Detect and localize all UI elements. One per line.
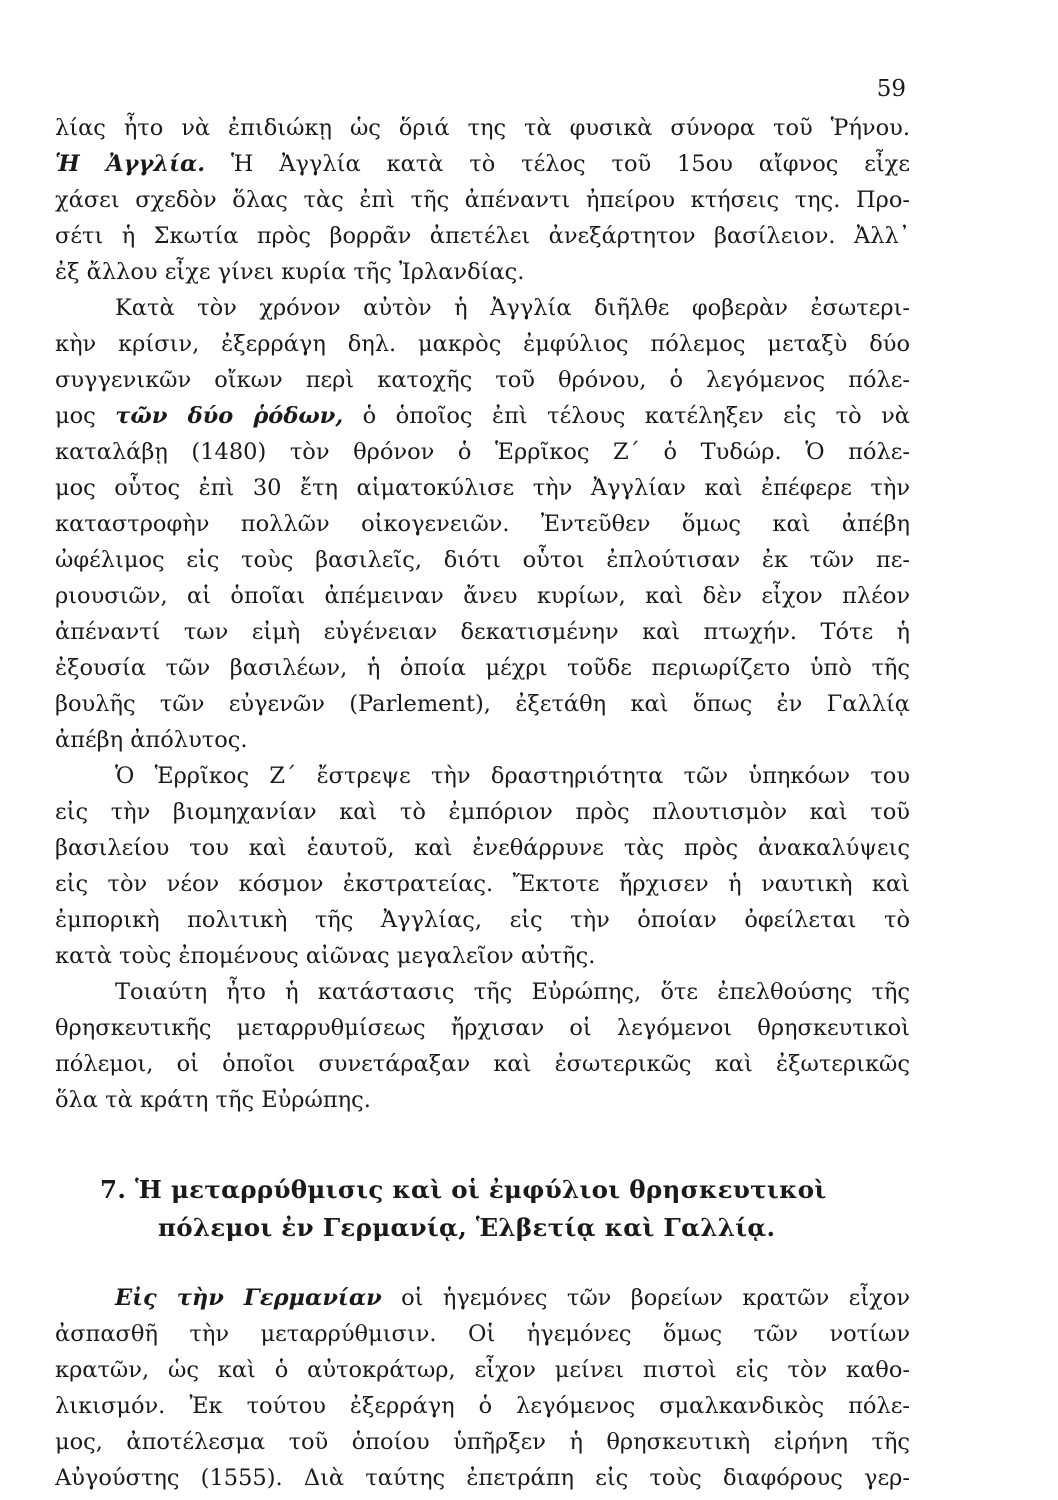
text-line: σέτι ἡ Σκωτία πρὸς βορρᾶν ἀπετέλει ἀνεξάρτητον βασίλειον. Ἀλλ᾽	[55, 223, 910, 249]
text-line: λικισμόν. Ἐκ τούτου ἐξερράγη ὁ λεγόμενος σμαλκανδικὸς πόλε-	[55, 1393, 910, 1419]
text-line: ριουσιῶν, αἱ ὁποῖαι ἀπέμειναν ἄνευ κυρίων, καὶ δὲν εἶχον πλέον	[55, 583, 910, 609]
text-line: μος τῶν δύο ῥόδων, ὁ ὁποῖος ἐπὶ τέλους κατέληξεν εἰς τὸ νὰ	[55, 403, 910, 429]
emphasis-wars-of-roses: τῶν δύο ῥόδων,	[115, 403, 344, 429]
text-line: ὠφέλιμος εἰς τοὺς βασιλεῖς, διότι οὗτοι ἐπλούτισαν ἐκ τῶν πε-	[55, 547, 910, 573]
page-number: 59	[876, 76, 906, 102]
text-line: ἀπέβη ἀπόλυτος.	[55, 727, 248, 753]
text-line: Ὁ Ἑρρῖκος Ζ´ ἔστρεψε τὴν δραστηριότητα τῶν ὑπηκόων του	[115, 763, 910, 789]
text-line: βουλῆς τῶν εὐγενῶν (Parlement), ἐξετάθη καὶ ὅπως ἐν Γαλλίᾳ	[55, 691, 910, 717]
text-line: Κατὰ τὸν χρόνον αὐτὸν ἡ Ἀγγλία διῆλθε φοβερὰν ἐσωτερι-	[115, 295, 910, 321]
text-line: καταλάβῃ (1480) τὸν θρόνον ὁ Ἑρρῖκος Ζ´ ὁ Τυδώρ. Ὁ πόλε-	[55, 439, 910, 465]
text-line: μος οὗτος ἐπὶ 30 ἔτη αἱματοκύλισε τὴν Ἀγγλίαν καὶ ἐπέφερε τὴν	[55, 475, 910, 501]
text-line: ἐμπορικὴ πολιτικὴ τῆς Ἀγγλίας, εἰς τὴν ὁποίαν ὀφείλεται τὸ	[55, 907, 910, 933]
text-line: θρησκευτικῆς μεταρρυθμίσεως ἤρχισαν οἱ λεγόμενοι θρησκευτικοὶ	[55, 1015, 910, 1041]
text-line: εἰς τὸν νέον κόσμον ἐκστρατείας. Ἔκτοτε ἤρχισεν ἡ ναυτικὴ καὶ	[55, 871, 910, 897]
text-line: βασιλείου του καὶ ἑαυτοῦ, καὶ ἐνεθάρρυνε τὰς πρὸς ἀνακαλύψεις	[55, 835, 910, 861]
text-line: πόλεμοι, οἱ ὁποῖοι συνετάραξαν καὶ ἐσωτερικῶς καὶ ἐξωτερικῶς	[55, 1051, 910, 1077]
section-heading-line-2: πόλεμοι ἐν Γερμανίᾳ, Ἑλβετίᾳ καὶ Γαλλίᾳ.	[158, 1213, 776, 1242]
text-line: καταστροφὴν πολλῶν οἰκογενειῶν. Ἐντεῦθεν ὅμως καὶ ἀπέβη	[55, 511, 910, 537]
text-line: ἐξουσία τῶν βασιλέων, ἡ ὁποία μέχρι τοῦδε περιωρίζετο ὑπὸ τῆς	[55, 655, 910, 681]
text-line: κὴν κρίσιν, ἐξερράγη δηλ. μακρὸς ἐμφύλιος πόλεμος μεταξὺ δύο	[55, 331, 910, 357]
text-line: Αὐγούστης (1555). Διὰ ταύτης ἐπετράπη εἰς τοὺς διαφόρους γερ-	[55, 1465, 910, 1491]
text-line: κρατῶν, ὡς καὶ ὁ αὐτοκράτωρ, εἶχον μείνει πιστοὶ εἰς τὸν καθο-	[55, 1357, 910, 1383]
text-line: ἀπέναντί των εἰμὴ εὐγένειαν δεκατισμένην καὶ πτωχήν. Τότε ἡ	[55, 619, 910, 645]
text-line: μος, ἀποτέλεσμα τοῦ ὁποίου ὑπῆρξεν ἡ θρησκευτικὴ εἰρήνη τῆς	[55, 1429, 910, 1455]
text-line: συγγενικῶν οἴκων περὶ κατοχῆς τοῦ θρόνου, ὁ λεγόμενος πόλε-	[55, 367, 910, 393]
text-line: κατὰ τοὺς ἐπομένους αἰῶνας μεγαλεῖον αὐτῆς.	[55, 943, 596, 969]
text-line: ἐξ ἄλλου εἶχε γίνει κυρία τῆς Ἰρλανδίας.	[55, 259, 525, 285]
text-line: εἰς τὴν βιομηχανίαν καὶ τὸ ἐμπόριον πρὸς πλουτισμὸν καὶ τοῦ	[55, 799, 910, 825]
section-title-england: Ἡ Ἀγγλία.	[55, 151, 206, 177]
text-line: Εἰς τὴν Γερμανίαν οἱ ἡγεμόνες τῶν βορείων κρατῶν εἶχον	[115, 1285, 910, 1311]
text-line: χάσει σχεδὸν ὅλας τὰς ἐπὶ τῆς ἀπέναντι ἠπείρου κτήσεις της. Προ-	[55, 187, 910, 213]
text-line: ἀσπασθῆ τὴν μεταρρύθμισιν. Οἱ ἡγεμόνες ὅμως τῶν νοτίων	[55, 1321, 910, 1347]
text-line: Ἡ Ἀγγλία. Ἡ Ἀγγλία κατὰ τὸ τέλος τοῦ 15ου αἴφνος εἶχε	[55, 151, 910, 177]
text-line: Τοιαύτη ἦτο ἡ κατάστασις τῆς Εὐρώπης, ὅτε ἐπελθούσης τῆς	[115, 979, 910, 1005]
emphasis-germany: Εἰς τὴν Γερμανίαν	[115, 1285, 382, 1311]
text-line: λίας ἦτο νὰ ἐπιδιώκῃ ὡς ὅριά της τὰ φυσικὰ σύνορα τοῦ Ῥήνου.	[55, 115, 910, 141]
text-line: ὅλα τὰ κράτη τῆς Εὐρώπης.	[55, 1087, 371, 1113]
section-heading-line-1: 7. Ἡ μεταρρύθμισις καὶ οἱ ἐμφύλιοι θρησκευτικοὶ	[100, 1175, 827, 1204]
